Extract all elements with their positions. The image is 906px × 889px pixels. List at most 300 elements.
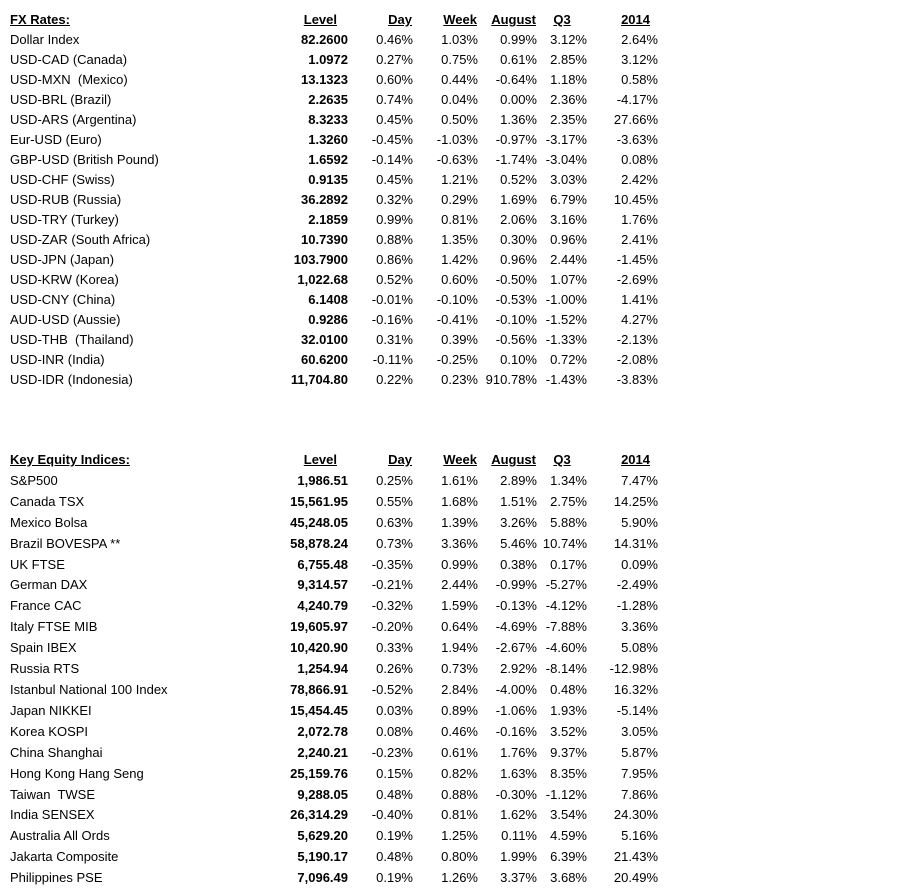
week-value: 1.59%	[441, 598, 478, 614]
week-value: 0.89%	[441, 702, 478, 718]
equity-col-header-day-text: Day	[388, 452, 412, 467]
q3-value: 4.59%	[550, 828, 587, 844]
table-row	[10, 110, 658, 130]
equity-col-header-2014	[587, 450, 658, 471]
week-value: 0.39%	[441, 332, 478, 347]
ytd-2014-value: 16.32%	[613, 681, 658, 697]
week-value: 2.44%	[441, 577, 478, 593]
instrument-label: USD-MXN (Mexico)	[10, 72, 128, 87]
table-row	[10, 805, 658, 826]
table-row	[10, 370, 658, 390]
q3-value: 3.68%	[550, 870, 587, 886]
day-value: -0.23%	[371, 744, 413, 760]
q3-value: 2.85%	[550, 52, 587, 67]
ytd-2014-value: 10.45%	[613, 192, 658, 207]
table-row	[10, 190, 658, 210]
level-value: 0.9135	[308, 172, 348, 187]
day-value: 0.45%	[376, 112, 413, 127]
day-value: 0.19%	[376, 828, 413, 844]
q3-value: -1.52%	[545, 312, 587, 327]
day-value: 0.31%	[376, 332, 413, 347]
level-value: 6,755.48	[297, 556, 348, 572]
level-value: 1,022.68	[297, 272, 348, 287]
table-row	[10, 130, 658, 150]
day-value: 0.48%	[376, 786, 413, 802]
august-value: -0.56%	[495, 332, 537, 347]
table-row	[10, 30, 658, 50]
day-value: 0.60%	[376, 72, 413, 87]
table-row	[10, 575, 658, 596]
instrument-label: Dollar Index	[10, 32, 80, 47]
table-row	[10, 70, 658, 90]
day-value: 0.63%	[376, 514, 413, 530]
week-value: 1.35%	[441, 232, 478, 247]
table-row	[10, 310, 658, 330]
day-value: -0.21%	[371, 577, 413, 593]
equity-col-header-level	[255, 450, 348, 471]
instrument-label: USD-CHF (Swiss)	[10, 172, 115, 187]
week-value: 0.99%	[441, 556, 478, 572]
day-value: 0.48%	[376, 849, 413, 865]
instrument-label: France CAC	[10, 598, 82, 614]
day-value: -0.32%	[371, 598, 413, 614]
august-value: -1.74%	[495, 152, 537, 167]
ytd-2014-value: 14.31%	[613, 535, 658, 551]
august-value: 2.89%	[500, 472, 537, 488]
week-value: 0.29%	[441, 192, 478, 207]
table-row	[10, 513, 658, 534]
instrument-label: USD-ARS (Argentina)	[10, 112, 137, 127]
instrument-label: Eur-USD (Euro)	[10, 132, 102, 147]
instrument-label: German DAX	[10, 577, 88, 593]
ytd-2014-value: 3.05%	[621, 723, 658, 739]
level-value: 9,288.05	[297, 786, 348, 802]
level-value: 2.2635	[308, 92, 348, 107]
august-value: -0.97%	[495, 132, 537, 147]
ytd-2014-value: -1.28%	[616, 598, 658, 614]
instrument-label: Russia RTS	[10, 661, 80, 677]
august-value: -0.10%	[495, 312, 537, 327]
fx-col-header-day	[348, 10, 413, 30]
august-value: -0.64%	[495, 72, 537, 87]
instrument-label: USD-ZAR (South Africa)	[10, 232, 151, 247]
week-value: -0.25%	[436, 352, 478, 367]
august-value: 0.61%	[500, 52, 537, 67]
instrument-label: Italy FTSE MIB	[10, 619, 98, 635]
fx-col-header-level	[255, 10, 348, 30]
august-value: -0.30%	[495, 786, 537, 802]
instrument-label: India SENSEX	[10, 807, 95, 823]
instrument-label: UK FTSE	[10, 556, 65, 572]
august-value: 3.26%	[500, 514, 537, 530]
instrument-label: Mexico Bolsa	[10, 514, 88, 530]
day-value: 0.46%	[376, 32, 413, 47]
week-value: 0.64%	[441, 619, 478, 635]
fx-col-header-2014	[587, 10, 658, 30]
equity-col-header-q3-text: Q3	[553, 452, 571, 467]
august-value: -0.13%	[495, 598, 537, 614]
fx-col-header-level-text: Level	[303, 12, 337, 27]
week-value: 0.80%	[441, 849, 478, 865]
day-value: -0.16%	[371, 312, 413, 327]
august-value: 910.78%	[485, 372, 537, 387]
august-value: 0.10%	[500, 352, 537, 367]
august-value: -0.53%	[495, 292, 537, 307]
equity-header-row	[10, 450, 658, 471]
level-value: 103.7900	[293, 252, 348, 267]
q3-value: -8.14%	[545, 661, 587, 677]
instrument-label: Hong Kong Hang Seng	[10, 765, 144, 781]
instrument-label: Spain IBEX	[10, 640, 77, 656]
q3-value: 0.96%	[550, 232, 587, 247]
table-row	[10, 534, 658, 555]
fx-col-header-august-text: August	[491, 12, 536, 27]
ytd-2014-value: -3.83%	[616, 372, 658, 387]
day-value: -0.20%	[371, 619, 413, 635]
ytd-2014-value: 5.90%	[621, 514, 658, 530]
table-row	[10, 722, 658, 743]
week-value: 0.23%	[441, 372, 478, 387]
q3-value: 0.72%	[550, 352, 587, 367]
ytd-2014-value: -3.63%	[616, 132, 658, 147]
ytd-2014-value: -2.08%	[616, 352, 658, 367]
table-row	[10, 785, 658, 806]
table-row	[10, 659, 658, 680]
level-value: 15,454.45	[290, 702, 348, 718]
level-value: 10.7390	[301, 232, 348, 247]
august-value: -2.67%	[495, 640, 537, 656]
instrument-label: Korea KOSPI	[10, 723, 89, 739]
day-value: -0.52%	[371, 681, 413, 697]
ytd-2014-value: -4.17%	[616, 92, 658, 107]
level-value: 0.9286	[308, 312, 348, 327]
week-value: 0.46%	[441, 723, 478, 739]
day-value: 0.99%	[376, 212, 413, 227]
ytd-2014-value: 1.41%	[621, 292, 658, 307]
ytd-2014-value: 7.47%	[621, 472, 658, 488]
instrument-label: USD-RUB (Russia)	[10, 192, 122, 207]
level-value: 2,072.78	[297, 723, 348, 739]
level-value: 9,314.57	[297, 577, 348, 593]
august-value: 2.92%	[500, 661, 537, 677]
august-value: -0.99%	[495, 577, 537, 593]
level-value: 1,986.51	[297, 472, 348, 488]
ytd-2014-value: 14.25%	[613, 493, 658, 509]
august-value: -4.00%	[495, 681, 537, 697]
ytd-2014-value: 0.08%	[621, 152, 658, 167]
table-row	[10, 596, 658, 617]
august-value: 0.99%	[500, 32, 537, 47]
ytd-2014-value: -1.45%	[616, 252, 658, 267]
fx-table-title-text: FX Rates:	[10, 12, 70, 27]
fx-col-header-2014-text: 2014	[621, 12, 650, 27]
table-row	[10, 290, 658, 310]
q3-value: 2.44%	[550, 252, 587, 267]
day-value: -0.01%	[371, 292, 413, 307]
ytd-2014-value: 21.43%	[613, 849, 658, 865]
equity-col-header-2014-text: 2014	[621, 452, 650, 467]
level-value: 11,704.80	[290, 372, 348, 387]
august-value: 1.69%	[500, 192, 537, 207]
level-value: 1,254.94	[297, 661, 348, 677]
table-row	[10, 150, 658, 170]
level-value: 5,190.17	[297, 849, 348, 865]
day-value: 0.52%	[376, 272, 413, 287]
level-value: 19,605.97	[290, 619, 348, 635]
week-value: 3.36%	[441, 535, 478, 551]
equity-col-header-week-text: Week	[443, 452, 477, 467]
instrument-label: USD-TRY (Turkey)	[10, 212, 119, 227]
week-value: 1.94%	[441, 640, 478, 656]
ytd-2014-value: 3.12%	[621, 52, 658, 67]
week-value: 0.60%	[441, 272, 478, 287]
week-value: 0.73%	[441, 661, 478, 677]
level-value: 45,248.05	[290, 514, 348, 530]
day-value: 0.88%	[376, 232, 413, 247]
week-value: 0.44%	[441, 72, 478, 87]
august-value: 1.76%	[500, 744, 537, 760]
equity-col-header-august-text: August	[491, 452, 536, 467]
fx-col-header-day-text: Day	[388, 12, 412, 27]
ytd-2014-value: 5.16%	[621, 828, 658, 844]
day-value: -0.45%	[371, 132, 413, 147]
table-row	[10, 230, 658, 250]
level-value: 58,878.24	[290, 535, 348, 551]
key-equity-indices-table	[10, 450, 658, 889]
table-row	[10, 210, 658, 230]
table-row	[10, 330, 658, 350]
ytd-2014-value: 7.95%	[621, 765, 658, 781]
week-value: 1.25%	[441, 828, 478, 844]
august-value: 1.51%	[500, 493, 537, 509]
table-row	[10, 471, 658, 492]
q3-value: 5.88%	[550, 514, 587, 530]
ytd-2014-value: -2.49%	[616, 577, 658, 593]
equity-table-title	[10, 450, 255, 471]
week-value: -0.63%	[436, 152, 478, 167]
week-value: -1.03%	[436, 132, 478, 147]
ytd-2014-value: 20.49%	[613, 870, 658, 886]
level-value: 78,866.91	[290, 681, 348, 697]
august-value: 1.62%	[500, 807, 537, 823]
q3-value: 2.75%	[550, 493, 587, 509]
q3-value: 10.74%	[542, 535, 587, 551]
ytd-2014-value: 2.64%	[621, 32, 658, 47]
instrument-label: AUD-USD (Aussie)	[10, 312, 121, 327]
q3-value: -7.88%	[545, 619, 587, 635]
august-value: 0.00%	[500, 92, 537, 107]
level-value: 5,629.20	[297, 828, 348, 844]
q3-value: 1.34%	[550, 472, 587, 488]
august-value: 0.52%	[500, 172, 537, 187]
table-row	[10, 90, 658, 110]
august-value: -0.16%	[495, 723, 537, 739]
august-value: 1.36%	[500, 112, 537, 127]
q3-value: 3.54%	[550, 807, 587, 823]
week-value: 0.81%	[441, 212, 478, 227]
ytd-2014-value: 24.30%	[613, 807, 658, 823]
week-value: 0.04%	[441, 92, 478, 107]
q3-value: -1.43%	[545, 372, 587, 387]
fx-col-header-august	[478, 10, 537, 30]
equity-col-header-day	[348, 450, 413, 471]
table-row	[10, 555, 658, 576]
level-value: 15,561.95	[290, 493, 348, 509]
q3-value: 1.18%	[550, 72, 587, 87]
q3-value: -5.27%	[545, 577, 587, 593]
q3-value: 3.52%	[550, 723, 587, 739]
level-value: 2.1859	[308, 212, 348, 227]
august-value: 2.06%	[500, 212, 537, 227]
level-value: 13.1323	[301, 72, 348, 87]
instrument-label: USD-THB (Thailand)	[10, 332, 134, 347]
instrument-label: USD-BRL (Brazil)	[10, 92, 112, 107]
equity-table-title-text: Key Equity Indices:	[10, 452, 130, 467]
fx-col-header-q3-text: Q3	[553, 12, 571, 27]
instrument-label: Philippines PSE	[10, 870, 103, 886]
ytd-2014-value: 0.58%	[621, 72, 658, 87]
level-value: 1.0972	[308, 52, 348, 67]
level-value: 10,420.90	[290, 640, 348, 656]
day-value: 0.03%	[376, 702, 413, 718]
instrument-label: China Shanghai	[10, 744, 103, 760]
week-value: 1.21%	[441, 172, 478, 187]
ytd-2014-value: -5.14%	[616, 702, 658, 718]
week-value: 0.50%	[441, 112, 478, 127]
q3-value: -1.33%	[545, 332, 587, 347]
week-value: 1.39%	[441, 514, 478, 530]
q3-value: 3.12%	[550, 32, 587, 47]
level-value: 7,096.49	[297, 870, 348, 886]
instrument-label: Taiwan TWSE	[10, 786, 96, 802]
august-value: 0.11%	[501, 828, 537, 844]
instrument-label: Istanbul National 100 Index	[10, 681, 168, 697]
august-value: 0.30%	[500, 232, 537, 247]
week-value: -0.10%	[436, 292, 478, 307]
week-value: 1.61%	[441, 472, 478, 488]
day-value: -0.35%	[371, 556, 413, 572]
week-value: 2.84%	[441, 681, 478, 697]
table-row	[10, 492, 658, 513]
fx-col-header-q3	[537, 10, 587, 30]
august-value: -1.06%	[495, 702, 537, 718]
august-value: 0.96%	[500, 252, 537, 267]
instrument-label: Japan NIKKEI	[10, 702, 92, 718]
day-value: -0.14%	[371, 152, 413, 167]
fx-rates-table	[10, 10, 658, 390]
ytd-2014-value: -2.69%	[616, 272, 658, 287]
day-value: 0.86%	[376, 252, 413, 267]
level-value: 2,240.21	[297, 744, 348, 760]
instrument-label: GBP-USD (British Pound)	[10, 152, 159, 167]
fx-header-row	[10, 10, 658, 30]
ytd-2014-value: 4.27%	[621, 312, 658, 327]
week-value: 0.82%	[441, 765, 478, 781]
level-value: 1.3260	[308, 132, 348, 147]
table-row	[10, 701, 658, 722]
table-row	[10, 680, 658, 701]
week-value: 1.68%	[441, 493, 478, 509]
ytd-2014-value: 2.41%	[621, 232, 658, 247]
table-row	[10, 638, 658, 659]
table-row	[10, 826, 658, 847]
q3-value: 0.17%	[550, 556, 587, 572]
ytd-2014-value: 1.76%	[621, 212, 658, 227]
week-value: 1.26%	[441, 870, 478, 886]
august-value: 5.46%	[500, 535, 537, 551]
level-value: 26,314.29	[290, 807, 348, 823]
level-value: 8.3233	[308, 112, 348, 127]
week-value: 0.75%	[441, 52, 478, 67]
table-row	[10, 617, 658, 638]
instrument-label: Australia All Ords	[10, 828, 110, 844]
table-row	[10, 270, 658, 290]
fx-col-header-week-text: Week	[443, 12, 477, 27]
day-value: 0.08%	[376, 723, 413, 739]
instrument-label: USD-CAD (Canada)	[10, 52, 128, 67]
week-value: 0.88%	[441, 786, 478, 802]
q3-value: 6.39%	[550, 849, 587, 865]
instrument-label: USD-INR (India)	[10, 352, 105, 367]
ytd-2014-value: 0.09%	[621, 556, 658, 572]
instrument-label: USD-JPN (Japan)	[10, 252, 115, 267]
day-value: 0.45%	[376, 172, 413, 187]
august-value: 3.37%	[500, 870, 537, 886]
q3-value: 3.03%	[550, 172, 587, 187]
table-row	[10, 170, 658, 190]
q3-value: 9.37%	[550, 744, 587, 760]
day-value: -0.40%	[371, 807, 413, 823]
instrument-label: Brazil BOVESPA **	[10, 535, 121, 551]
ytd-2014-value: -12.98%	[609, 661, 658, 677]
level-value: 36.2892	[301, 192, 348, 207]
table-row	[10, 743, 658, 764]
instrument-label: Jakarta Composite	[10, 849, 119, 865]
q3-value: -4.12%	[545, 598, 587, 614]
equity-col-header-week	[413, 450, 478, 471]
fx-table-title	[10, 10, 255, 30]
table-row	[10, 350, 658, 370]
week-value: 0.81%	[441, 807, 478, 823]
instrument-label: S&P500	[10, 472, 58, 488]
level-value: 25,159.76	[290, 765, 348, 781]
level-value: 82.2600	[301, 32, 348, 47]
q3-value: -4.60%	[545, 640, 587, 656]
equity-col-header-level-text: Level	[303, 452, 337, 467]
ytd-2014-value: 7.86%	[621, 786, 658, 802]
day-value: 0.73%	[376, 535, 413, 551]
table-row	[10, 250, 658, 270]
level-value: 4,240.79	[297, 598, 348, 614]
fx-col-header-week	[413, 10, 478, 30]
q3-value: -3.04%	[545, 152, 587, 167]
q3-value: 2.35%	[550, 112, 587, 127]
q3-value: 8.35%	[550, 765, 587, 781]
q3-value: 1.93%	[550, 702, 587, 718]
ytd-2014-value: 5.87%	[621, 744, 658, 760]
day-value: 0.26%	[376, 661, 413, 677]
day-value: 0.15%	[376, 765, 413, 781]
instrument-label: USD-CNY (China)	[10, 292, 116, 307]
q3-value: 1.07%	[550, 272, 587, 287]
day-value: 0.74%	[376, 92, 413, 107]
week-value: -0.41%	[436, 312, 478, 327]
august-value: 1.63%	[500, 765, 537, 781]
day-value: 0.22%	[376, 372, 413, 387]
level-value: 1.6592	[308, 152, 348, 167]
instrument-label: USD-KRW (Korea)	[10, 272, 119, 287]
q3-value: 3.16%	[550, 212, 587, 227]
